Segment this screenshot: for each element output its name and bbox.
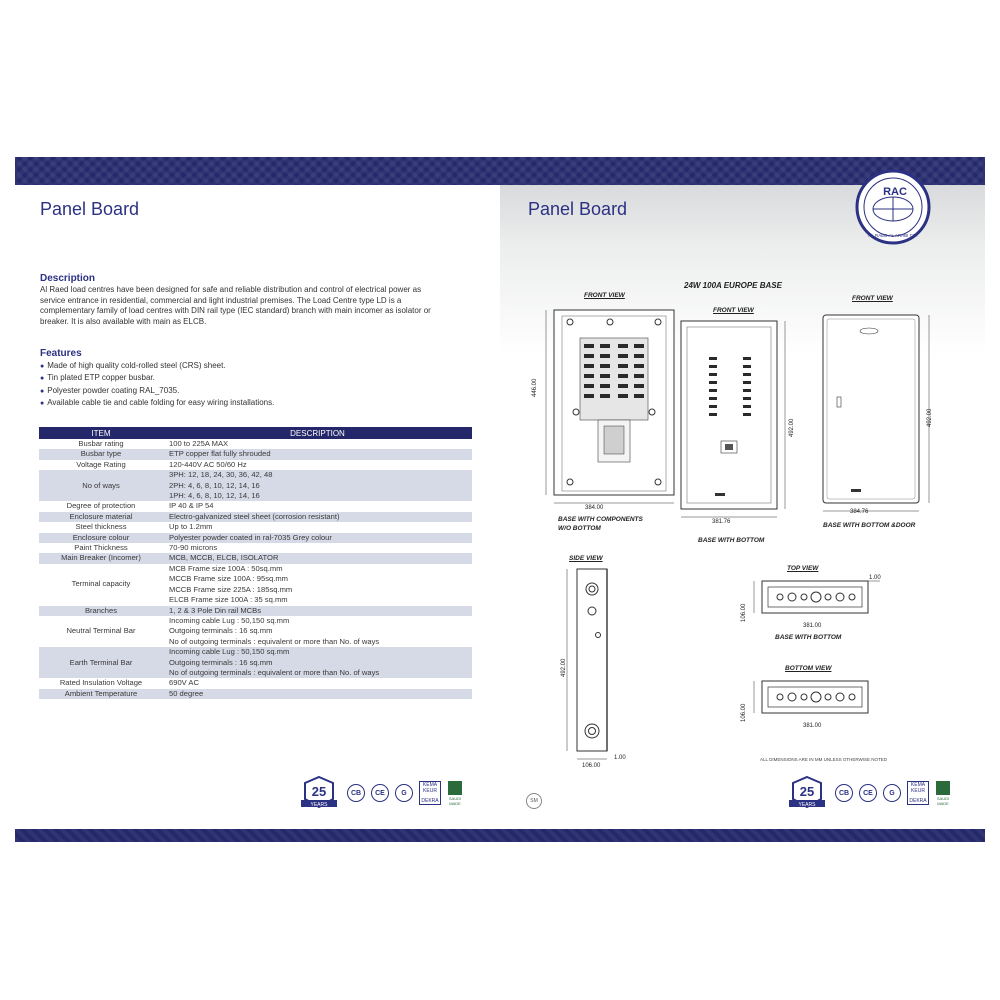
- item-column-header: ITEM: [39, 427, 163, 439]
- side-view-label: SIDE VIEW: [569, 555, 603, 562]
- feature-item: ● Tin plated ETP copper busbar.: [40, 372, 274, 384]
- spec-row: [39, 689, 472, 699]
- spec-label: Ambient Temperature: [39, 689, 163, 699]
- spec-label: Voltage Rating: [39, 460, 163, 470]
- spec-value-line: 50 degree: [169, 688, 204, 698]
- front-view-label-3: FRONT VIEW: [852, 295, 893, 302]
- spec-row: [39, 606, 472, 616]
- spec-row: [39, 470, 472, 501]
- spec-label: Terminal capacity: [39, 564, 163, 606]
- svg-text:RAC: RAC: [883, 186, 907, 198]
- spec-value-line: No of outgoing terminals : equivalent or more than No. of ways: [169, 667, 380, 677]
- feature-item: ● Made of high quality cold-rolled steel (CRS) sheet.: [40, 360, 274, 372]
- spec-label: Branches: [39, 606, 163, 616]
- front-view-3-height-dim: 492.00: [927, 408, 933, 427]
- spec-value: [163, 606, 472, 616]
- spec-value: [163, 439, 472, 449]
- spec-label: Rated Insulation Voltage: [39, 678, 163, 688]
- saudi-made-logo: SAUDI MADE: [447, 781, 463, 805]
- front-view-label-1: FRONT VIEW: [584, 292, 625, 299]
- spec-label: Main Breaker (Incomer): [39, 553, 163, 563]
- page-mark: SM: [526, 793, 542, 809]
- front-view-1-height-dim: 446.00: [532, 378, 538, 397]
- spec-value-line: No of outgoing terminals : equivalent or more than No. of ways: [169, 636, 380, 646]
- spec-value-line: 100 to 225A MAX: [169, 439, 229, 448]
- bottom-view-width-dim: 381.00: [803, 723, 822, 729]
- spec-value-line: ETP copper flat fully shrouded: [169, 449, 271, 459]
- spec-value-line: 1PH: 4, 6, 8, 10, 12, 14, 16: [169, 491, 260, 501]
- 25-years-badge-icon: [297, 775, 341, 811]
- spec-value-line: 3PH: 12, 18, 24, 30, 36, 42, 48: [169, 470, 273, 480]
- g-mark-icon: G: [395, 784, 413, 802]
- spec-value-line: 1, 2 & 3 Pole Din rail MCBs: [169, 605, 262, 615]
- spec-row: [39, 553, 472, 563]
- bottom-view-label: BOTTOM VIEW: [785, 665, 832, 672]
- spec-label: Steel thickness: [39, 522, 163, 532]
- spec-row: [39, 543, 472, 553]
- spec-value: [163, 512, 472, 522]
- base-with-components-label: BASE WITH COMPONENTS: [558, 516, 643, 523]
- spec-value-line: ELCB Frame size 100A : 35 sq.mm: [169, 595, 288, 605]
- spec-value-line: IP 40 & IP 54: [169, 501, 214, 511]
- spec-value-line: 120-440V AC 50/60 Hz: [169, 459, 247, 469]
- spec-value: [163, 543, 472, 553]
- left-certification-logos: [297, 774, 463, 812]
- feature-item: ● Polyester powder coating RAL_7035.: [40, 385, 274, 397]
- spec-row: [39, 439, 472, 449]
- spec-value-line: MCCB Frame size 225A : 185sq.mm: [169, 584, 293, 594]
- spec-value-line: Incoming cable Lug : 50,150 sq.mm: [169, 647, 290, 657]
- top-view-width-dim: 381.00: [803, 623, 822, 629]
- side-view-thickness-dim: 1.00: [614, 755, 626, 761]
- spec-value: [163, 689, 472, 699]
- front-view-3-width-dim: 384.76: [850, 509, 869, 515]
- spec-value-line: 2PH: 4, 6, 8, 10, 12, 14, 16: [169, 480, 260, 490]
- front-view-2-width-dim: 381.76: [712, 519, 731, 525]
- side-view-width-dim: 106.00: [582, 763, 601, 769]
- front-view-1-width-dim: 384.00: [585, 505, 604, 511]
- spec-value-line: 70-90 microns: [169, 543, 218, 553]
- spec-label: Busbar rating: [39, 439, 163, 449]
- spec-row: [39, 449, 472, 459]
- spec-label: No of ways: [39, 470, 163, 501]
- spec-label: Enclosure material: [39, 512, 163, 522]
- svg-text:AL RAED AL ARABI CO.: AL RAED AL ARABI CO.: [868, 233, 918, 238]
- spec-table-body: [39, 439, 472, 699]
- ce-mark-icon: CE: [859, 784, 877, 802]
- wo-bottom-label: W/O BOTTOM: [558, 525, 601, 532]
- cb-mark-icon: CB: [835, 784, 853, 802]
- spec-row: [39, 460, 472, 470]
- top-pattern-band: [15, 157, 985, 185]
- spec-label: Enclosure colour: [39, 533, 163, 543]
- spec-value: [163, 460, 472, 470]
- spec-value: [163, 522, 472, 532]
- spec-value: [163, 678, 472, 688]
- spec-value-line: Polyester powder coated in ral-7035 Grey colour: [169, 532, 332, 542]
- top-view-label: TOP VIEW: [787, 565, 819, 572]
- spec-row: [39, 616, 472, 647]
- 25-years-badge-icon: [785, 775, 829, 811]
- spec-value: [163, 533, 472, 543]
- spec-value: [163, 616, 472, 647]
- features-list: [40, 360, 274, 410]
- spec-value-line: Electro-galvanized steel sheet (corrosion resistant): [169, 511, 340, 521]
- top-view-thickness-dim: 1.00: [869, 575, 881, 581]
- bottom-pattern-band: [15, 829, 985, 842]
- front-view-label-2: FRONT VIEW: [713, 307, 754, 314]
- spec-row: [39, 501, 472, 511]
- top-view-base-with-bottom-label: BASE WITH BOTTOM: [775, 634, 842, 641]
- spec-value: [163, 553, 472, 563]
- description-heading: Description: [40, 273, 96, 284]
- spec-row: [39, 647, 472, 678]
- spec-row: [39, 512, 472, 522]
- spec-table-header: [39, 427, 472, 439]
- spec-value-line: Up to 1.2mm: [169, 522, 213, 532]
- right-page-title: Panel Board: [528, 199, 628, 219]
- cb-mark-icon: CB: [347, 784, 365, 802]
- drawing-title: 24W 100A EUROPE BASE: [684, 281, 782, 290]
- spec-value-line: 690V AC: [169, 678, 199, 688]
- ce-mark-icon: CE: [371, 784, 389, 802]
- top-view-drawing: [750, 575, 885, 625]
- spec-label: Busbar type: [39, 449, 163, 459]
- spec-label: Degree of protection: [39, 501, 163, 511]
- front-view-components-drawing: [540, 302, 680, 512]
- right-certification-logos: [785, 774, 951, 812]
- spec-label: Neutral Terminal Bar: [39, 616, 163, 647]
- kema-dekra-logo: KEMA KEUR DEKRA: [419, 781, 441, 805]
- bottom-view-height-dim: 106.00: [741, 703, 747, 722]
- description-text: Al Raed load centres have been designed for safe and reliable distribution and control of electrical power as service entrance in residential, commercial and light industrial premises. The Load Centre type LD is a complementary family of load centres with DIN rail type (IEC standard) branch with main incomer as isolator or breaker. It is also available with main as ELCB.: [40, 285, 431, 326]
- description-column-header: DESCRIPTION: [163, 427, 472, 439]
- spec-table: [39, 427, 472, 699]
- base-with-bottom-label: BASE WITH BOTTOM: [698, 537, 765, 544]
- spec-value-line: MCB, MCCB, ELCB, ISOLATOR: [169, 553, 279, 563]
- spec-value: [163, 449, 472, 459]
- spec-value-line: Outgoing terminals : 16 sq.mm: [169, 657, 273, 667]
- spec-value: [163, 564, 472, 606]
- svg-text:25: 25: [311, 784, 327, 799]
- svg-text:YEARS: YEARS: [798, 802, 816, 808]
- spec-label: Earth Terminal Bar: [39, 647, 163, 678]
- spec-row: [39, 533, 472, 543]
- spec-value: [163, 470, 472, 501]
- dimensions-note: ALL DIMENSIONS ARE IN MM UNLESS OTHERWISE NOTED: [760, 757, 888, 762]
- features-heading: Features: [40, 348, 82, 359]
- side-view-height-dim: 492.00: [561, 658, 567, 677]
- svg-text:YEARS: YEARS: [310, 802, 328, 808]
- spec-value: [163, 501, 472, 511]
- feature-item: ● Available cable tie and cable folding for easy wiring installations.: [40, 397, 274, 409]
- spec-value: [163, 647, 472, 678]
- spec-value-line: MCCB Frame size 100A : 95sq.mm: [169, 574, 289, 584]
- front-view-door-drawing: [815, 307, 955, 517]
- left-page-title: Panel Board: [40, 199, 140, 219]
- spec-value-line: Outgoing terminals : 16 sq.mm: [169, 626, 273, 636]
- front-view-2-height-dim: 492.00: [789, 418, 795, 437]
- spec-row: [39, 522, 472, 532]
- side-view-drawing: [555, 565, 645, 765]
- base-with-bottom-door-label: BASE WITH BOTTOM &DOOR: [823, 522, 916, 529]
- saudi-made-logo: SAUDI MADE: [935, 781, 951, 805]
- svg-text:25: 25: [799, 784, 815, 799]
- spec-row: [39, 678, 472, 688]
- spec-value-line: Incoming cable Lug : 50,150 sq.mm: [169, 615, 290, 625]
- kema-dekra-logo: KEMA KEUR DEKRA: [907, 781, 929, 805]
- spec-label: Paint Thickness: [39, 543, 163, 553]
- top-view-height-dim: 106.00: [741, 603, 747, 622]
- company-logo-icon: [853, 167, 933, 247]
- bottom-view-drawing: [750, 675, 885, 725]
- brochure-spread: [15, 157, 985, 843]
- spec-row: [39, 564, 472, 606]
- g-mark-icon: G: [883, 784, 901, 802]
- spec-value-line: MCB Frame size 100A : 50sq.mm: [169, 563, 283, 573]
